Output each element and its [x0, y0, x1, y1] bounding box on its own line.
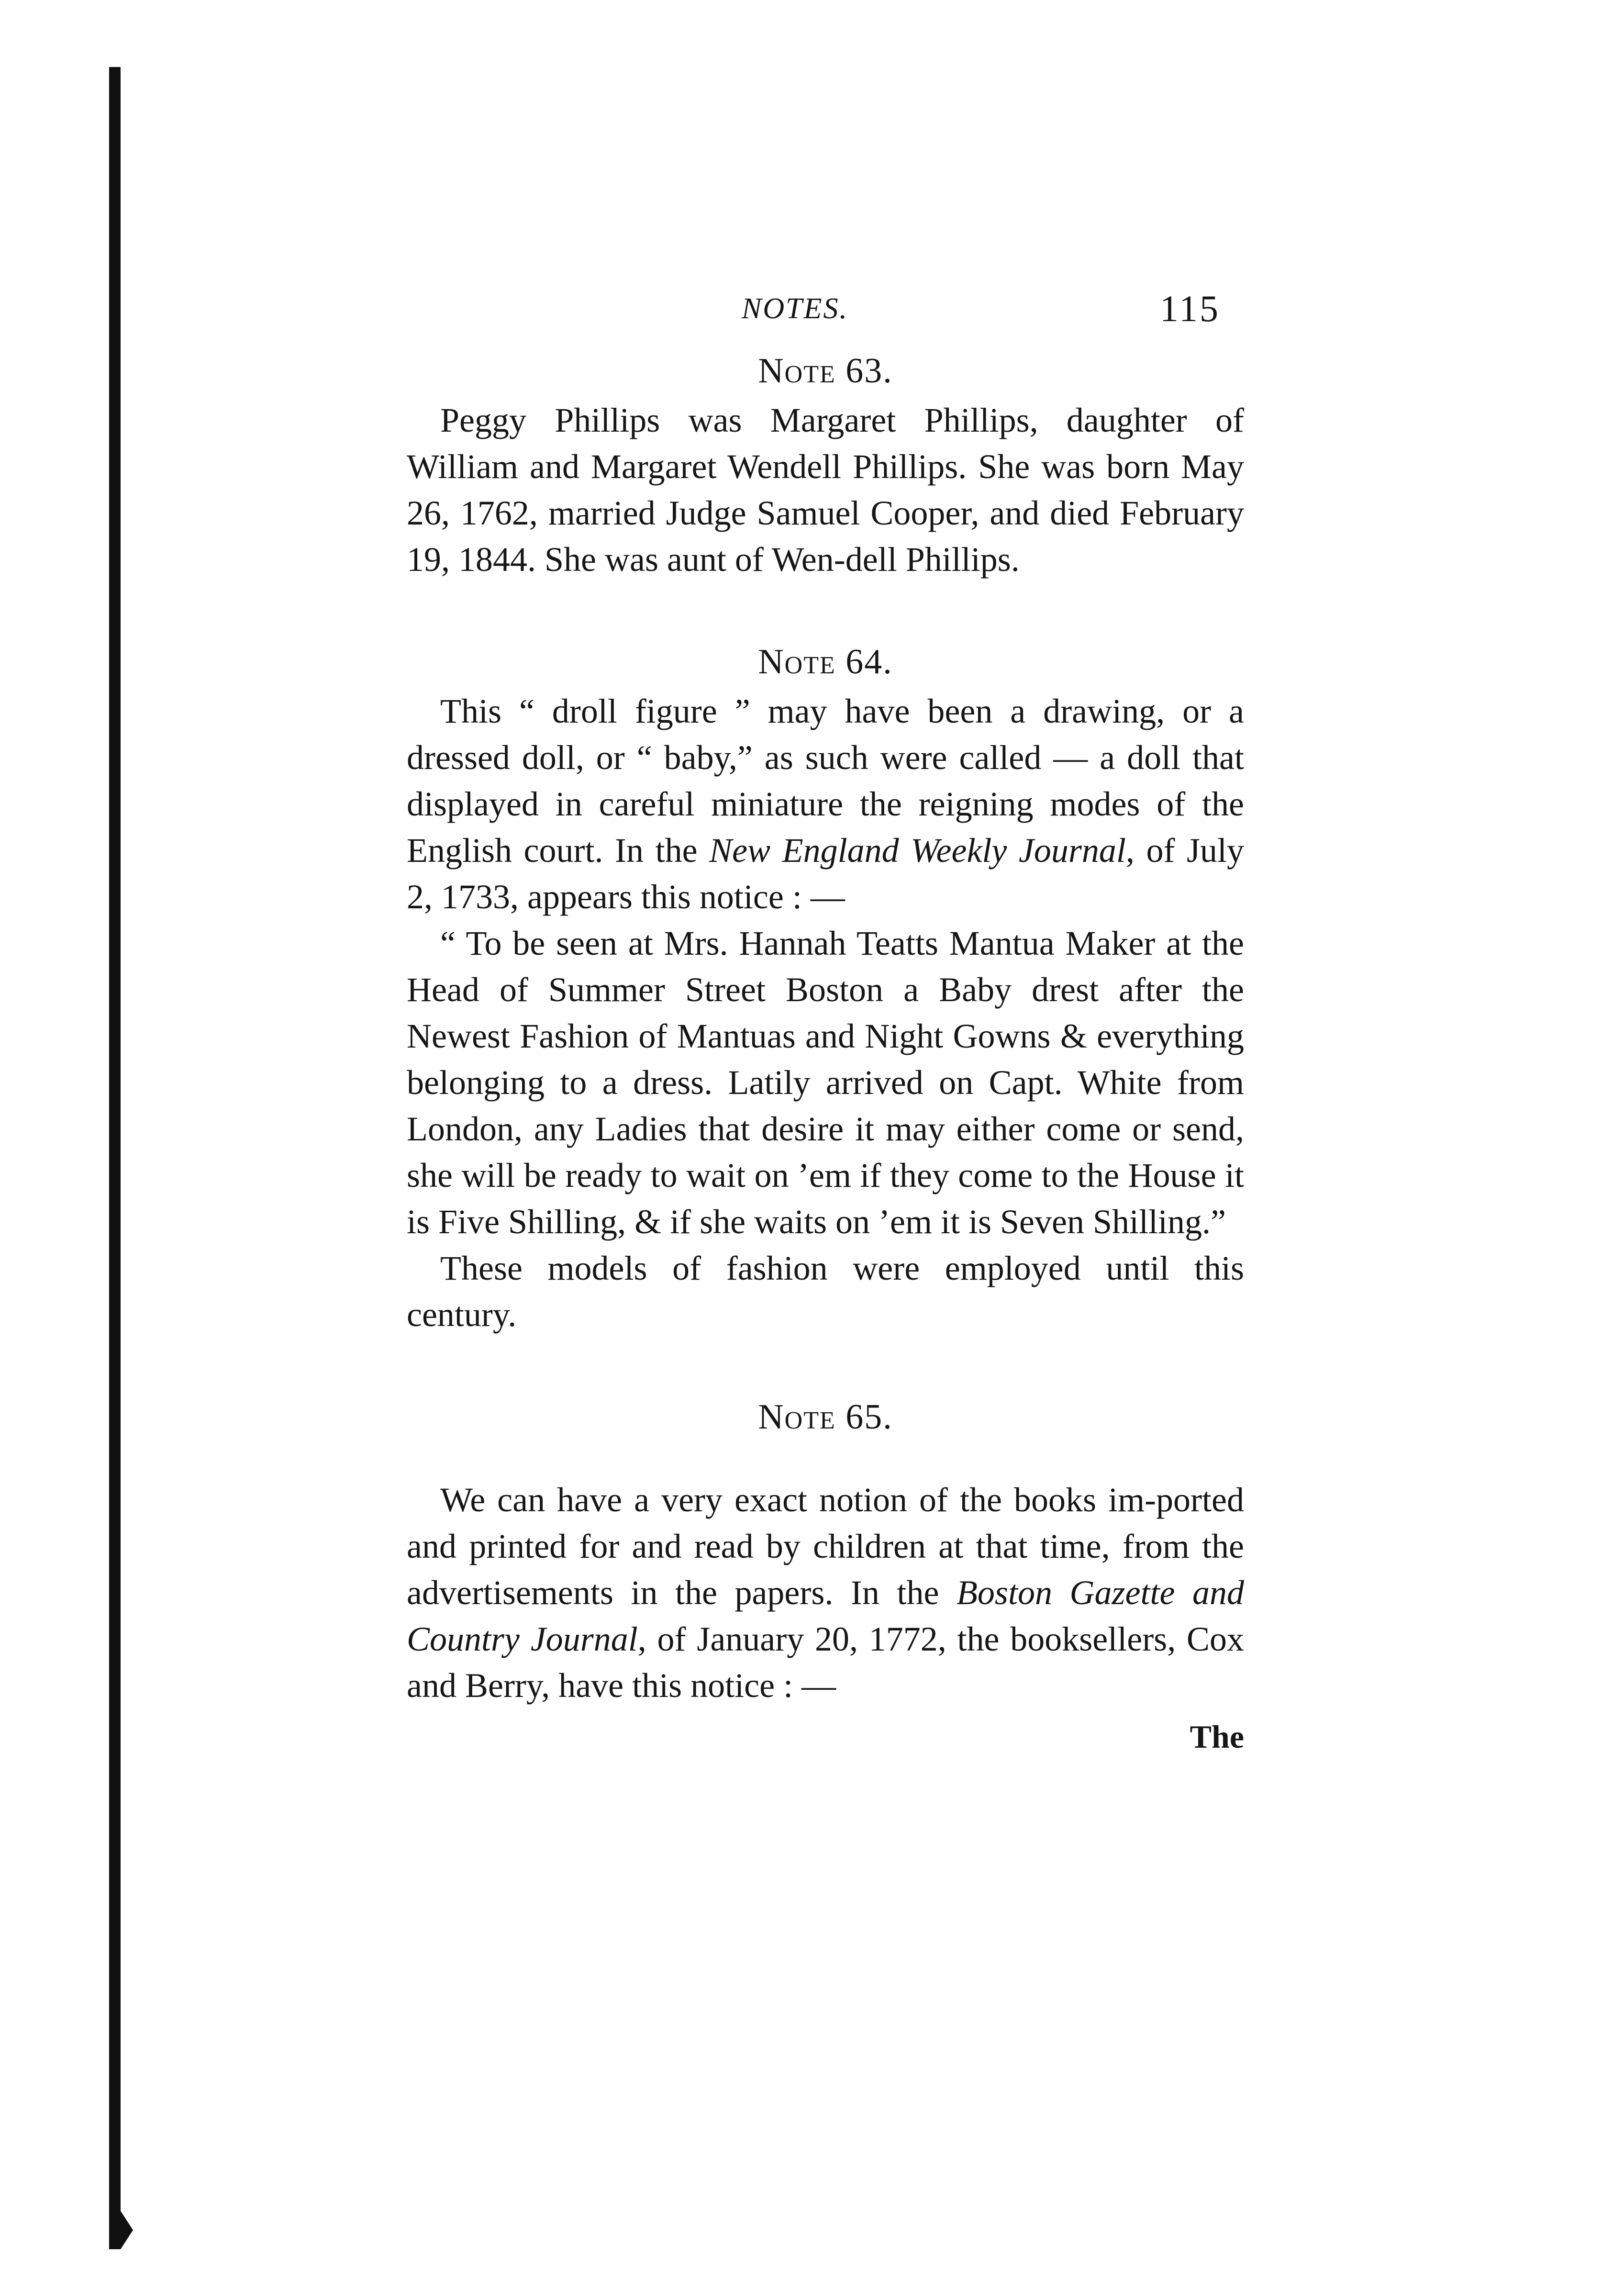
note-64-heading	[407, 636, 1244, 688]
note-63-heading	[407, 345, 1244, 397]
section-gap	[407, 1338, 1244, 1391]
catchword: The	[1190, 1719, 1244, 1755]
note-65-paragraph	[407, 1477, 1244, 1709]
note-65-heading	[407, 1391, 1244, 1443]
note-number: 64.	[845, 642, 893, 681]
newspaper-title: Boston Gazette and Country Journal	[407, 1574, 1244, 1658]
note-65-intro-text: We can have a very exact notion of the books im-ported and printed for and read by children at that time, from the advertisements in the papers. In the	[407, 1481, 1244, 1612]
note-63-paragraph: Peggy Phillips was Margaret Phillips, daughter of William and Margaret Wendell Phillips. She was born May 26, 1762, married Judge Samuel Cooper, and died February 19, 1844. She was aunt of Wen-dell Phillips.	[407, 401, 1244, 579]
running-head	[407, 282, 1244, 345]
newspaper-title: New England Weekly Journal	[709, 831, 1126, 870]
note-label: Note	[758, 1397, 836, 1437]
page-number: 115	[1159, 288, 1220, 329]
note-64-quotation: “ To be seen at Mrs. Hannah Teatts Mantua Maker at the Head of Summer Street Boston a Baby drest after the Newest Fashion of Mantuas and Night Gowns & everything belonging to a dress. Latily arrived on Capt. White from London, any Ladies that desire it may either come or send, she will be ready to wait on ’em if they come to the House it is Five Shilling, & if she waits on ’em it is Seven Shilling.”	[407, 924, 1244, 1241]
heading-gap	[407, 1443, 1244, 1477]
note-number: 65.	[845, 1397, 893, 1437]
running-title: NOTES.	[742, 292, 848, 325]
note-64-paragraph-1	[407, 688, 1244, 920]
note-label: Note	[758, 351, 836, 391]
note-number: 63.	[845, 351, 893, 391]
note-65-tail-text: , of January 20, 1772, the booksellers, Cox and Berry, have this notice : —	[407, 1620, 1245, 1705]
note-64-intro-tail: , of July 2, 1733, appears this notice : —	[407, 831, 1245, 916]
section-gap	[407, 583, 1244, 636]
page-text	[407, 282, 1244, 1760]
binding-foot	[121, 2211, 133, 2249]
note-64-intro-text: This “ droll figure ” may have been a drawing, or a dressed doll, or “ baby,” as such were called — a doll that displayed in careful miniature the reigning modes of the English court. In the	[407, 692, 1244, 870]
binding-edge	[109, 67, 121, 2249]
note-label: Note	[758, 642, 836, 681]
note-64-paragraph-3: These models of fashion were employed until this century.	[407, 1249, 1244, 1334]
